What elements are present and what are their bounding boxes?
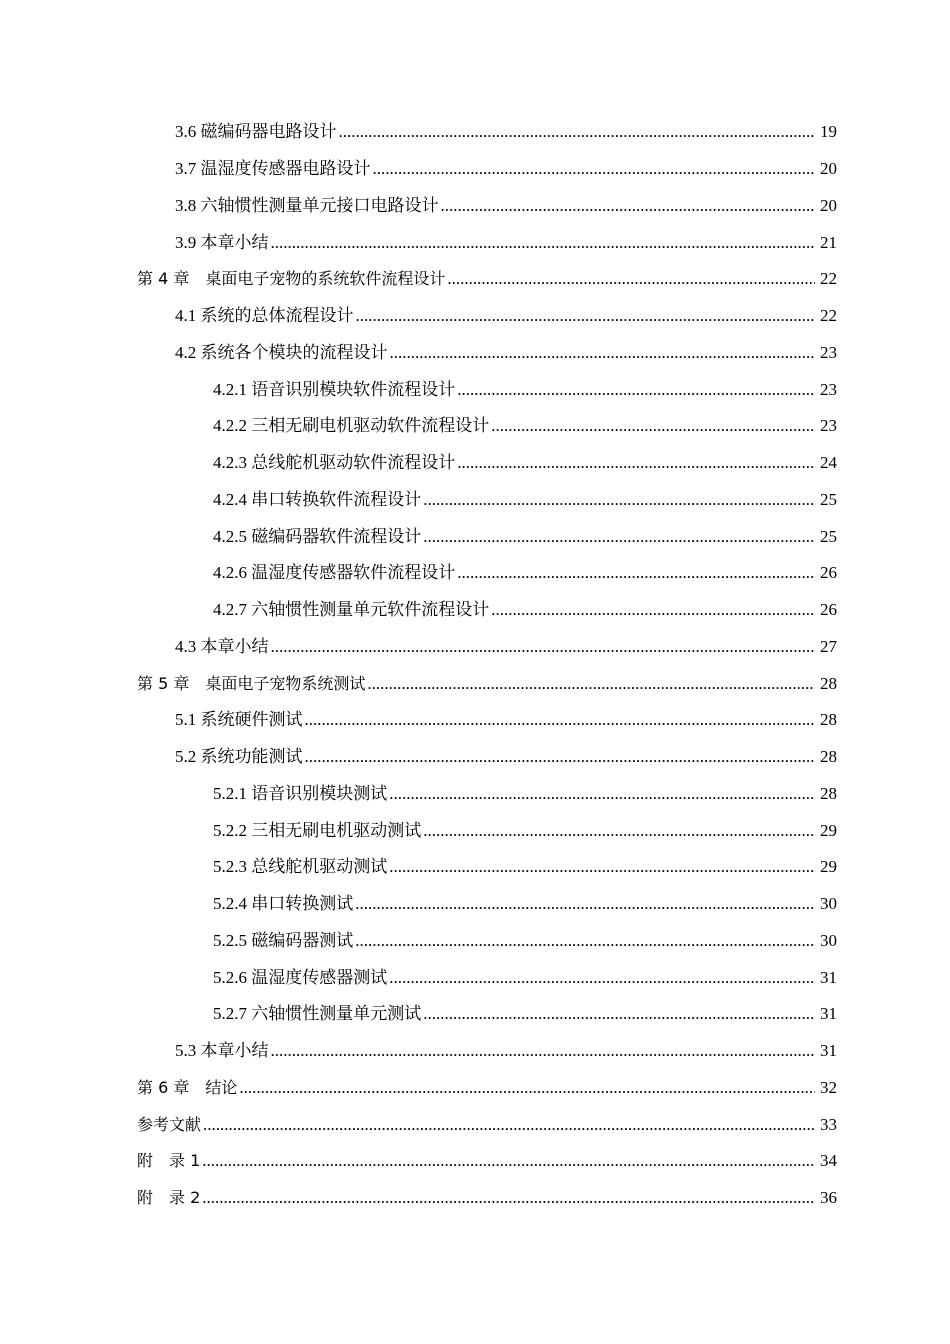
toc-entry[interactable] [0,592,950,629]
toc-entry-page-number: 26 [820,600,837,620]
toc-entry-title: 5.2 系统功能测试 [175,747,303,767]
dot-leader [355,894,815,914]
toc-entry-title: 3.8 六轴惯性测量单元接口电路设计 [175,195,439,215]
toc-entry-title: 第 5 章 桌面电子宠物系统测试 [137,673,366,693]
toc-entry-page-number: 25 [820,489,837,509]
toc-entry-title: 4.2.3 总线舵机驱动软件流程设计 [213,453,456,473]
toc-entry-title: 5.2.5 磁编码器测试 [213,930,354,950]
toc-entry[interactable] [0,335,950,372]
toc-entry-page-number: 23 [820,379,837,399]
toc-entry-title: 第 4 章 桌面电子宠物的系统软件流程设计 [137,269,446,289]
dot-leader [447,269,815,289]
toc-entry[interactable] [0,665,950,702]
dot-leader [202,1188,815,1208]
toc-entry[interactable] [0,518,950,555]
toc-entry[interactable] [0,188,950,225]
toc-entry-page-number: 28 [820,710,837,730]
toc-entry-page-number: 31 [820,1041,837,1061]
toc-entry[interactable] [0,371,950,408]
toc-entry-title: 附 录 1 [137,1151,201,1171]
toc-entry-page-number: 27 [820,636,837,656]
toc-entry[interactable] [0,224,950,261]
toc-entry-page-number: 29 [820,820,837,840]
dot-leader [457,563,815,583]
toc-entry-page-number: 25 [820,526,837,546]
dot-leader [339,122,816,142]
toc-entry-page-number: 29 [820,857,837,877]
dot-leader [271,637,816,657]
dot-leader [423,490,815,510]
toc-entry-title: 3.9 本章小结 [175,232,269,252]
dot-leader [457,453,815,473]
toc-entry[interactable] [0,886,950,923]
toc-entry[interactable] [0,923,950,960]
toc-entry-title: 4.2.4 串口转换软件流程设计 [213,489,422,509]
toc-entry-title: 4.2.2 三相无刷电机驱动软件流程设计 [213,416,490,436]
dot-leader [203,1115,815,1135]
dot-leader [271,1041,816,1061]
toc-entry-title: 5.2.1 语音识别模块测试 [213,783,388,803]
toc-entry[interactable] [0,996,950,1033]
toc-entry-page-number: 20 [820,159,837,179]
toc-entry-title: 4.1 系统的总体流程设计 [175,306,354,326]
dot-leader [355,931,815,951]
toc-entry[interactable] [0,298,950,335]
toc-entry-title: 5.2.2 三相无刷电机驱动测试 [213,820,422,840]
toc-entry-page-number: 28 [820,747,837,767]
dot-leader [271,233,816,253]
toc-entry[interactable] [0,114,950,151]
toc-entry-page-number: 28 [820,783,837,803]
toc-entry[interactable] [0,959,950,996]
dot-leader [390,343,816,363]
toc-entry-page-number: 34 [820,1151,837,1171]
toc-entry[interactable] [0,408,950,445]
dot-leader [202,1151,815,1171]
toc-entry-title: 5.1 系统硬件测试 [175,710,303,730]
toc-entry-title: 4.2.1 语音识别模块软件流程设计 [213,379,456,399]
toc-entry-title: 4.2.6 温湿度传感器软件流程设计 [213,563,456,583]
toc-entry-page-number: 28 [820,673,837,693]
toc-entry-page-number: 36 [820,1188,837,1208]
toc-entry-page-number: 26 [820,563,837,583]
toc-entry-page-number: 30 [820,930,837,950]
toc-entry-title: 5.2.3 总线舵机驱动测试 [213,857,388,877]
dot-leader [389,968,815,988]
toc-entry-title: 4.2.5 磁编码器软件流程设计 [213,526,422,546]
toc-entry-title: 5.2.7 六轴惯性测量单元测试 [213,1004,422,1024]
toc-entry-title: 4.2.7 六轴惯性测量单元软件流程设计 [213,600,490,620]
toc-entry[interactable] [0,1106,950,1143]
toc-entry-title: 3.7 温湿度传感器电路设计 [175,159,371,179]
dot-leader [491,600,815,620]
toc-entry[interactable] [0,1143,950,1180]
dot-leader [305,710,816,730]
dot-leader [457,380,815,400]
toc-entry-title: 3.6 磁编码器电路设计 [175,122,337,142]
toc-entry-page-number: 24 [820,453,837,473]
toc-entry-title: 4.3 本章小结 [175,636,269,656]
dot-leader [423,821,815,841]
toc-entry-page-number: 22 [820,269,837,289]
toc-entry[interactable] [0,151,950,188]
toc-entry-title: 5.3 本章小结 [175,1041,269,1061]
dot-leader [367,674,815,694]
dot-leader [441,196,816,216]
toc-entry-page-number: 23 [820,342,837,362]
toc-entry-title: 参考文献 [137,1114,202,1134]
toc-entry-title: 5.2.4 串口转换测试 [213,894,354,914]
toc-entry[interactable] [0,555,950,592]
toc-entry-page-number: 30 [820,894,837,914]
toc-entry-page-number: 23 [820,416,837,436]
toc-entry-page-number: 33 [820,1114,837,1134]
toc-entry-page-number: 31 [820,1004,837,1024]
toc-entry[interactable] [0,776,950,813]
toc-entry[interactable] [0,702,950,739]
toc-entry-title: 附 录 2 [137,1188,201,1208]
toc-entry-page-number: 20 [820,195,837,215]
dot-leader [239,1078,815,1098]
dot-leader [423,1004,815,1024]
toc-entry[interactable] [0,739,950,776]
toc-entry[interactable] [0,629,950,666]
dot-leader [389,857,815,877]
toc-entry[interactable] [0,1033,950,1070]
dot-leader [305,747,816,767]
toc-entry[interactable] [0,849,950,886]
dot-leader [356,306,816,326]
toc-entry-page-number: 32 [820,1077,837,1097]
toc-entry-page-number: 22 [820,306,837,326]
table-of-contents [0,114,950,1217]
toc-entry[interactable] [0,1180,950,1217]
dot-leader [423,527,815,547]
dot-leader [389,784,815,804]
toc-entry[interactable] [0,812,950,849]
toc-entry[interactable] [0,482,950,519]
toc-entry-page-number: 19 [820,122,837,142]
toc-entry-title: 5.2.6 温湿度传感器测试 [213,967,388,987]
toc-entry-title: 第 6 章 结论 [137,1077,238,1097]
toc-entry[interactable] [0,261,950,298]
dot-leader [491,416,815,436]
toc-entry[interactable] [0,1070,950,1107]
toc-entry-page-number: 21 [820,232,837,252]
toc-entry[interactable] [0,445,950,482]
toc-entry-title: 4.2 系统各个模块的流程设计 [175,342,388,362]
dot-leader [373,159,816,179]
toc-entry-page-number: 31 [820,967,837,987]
